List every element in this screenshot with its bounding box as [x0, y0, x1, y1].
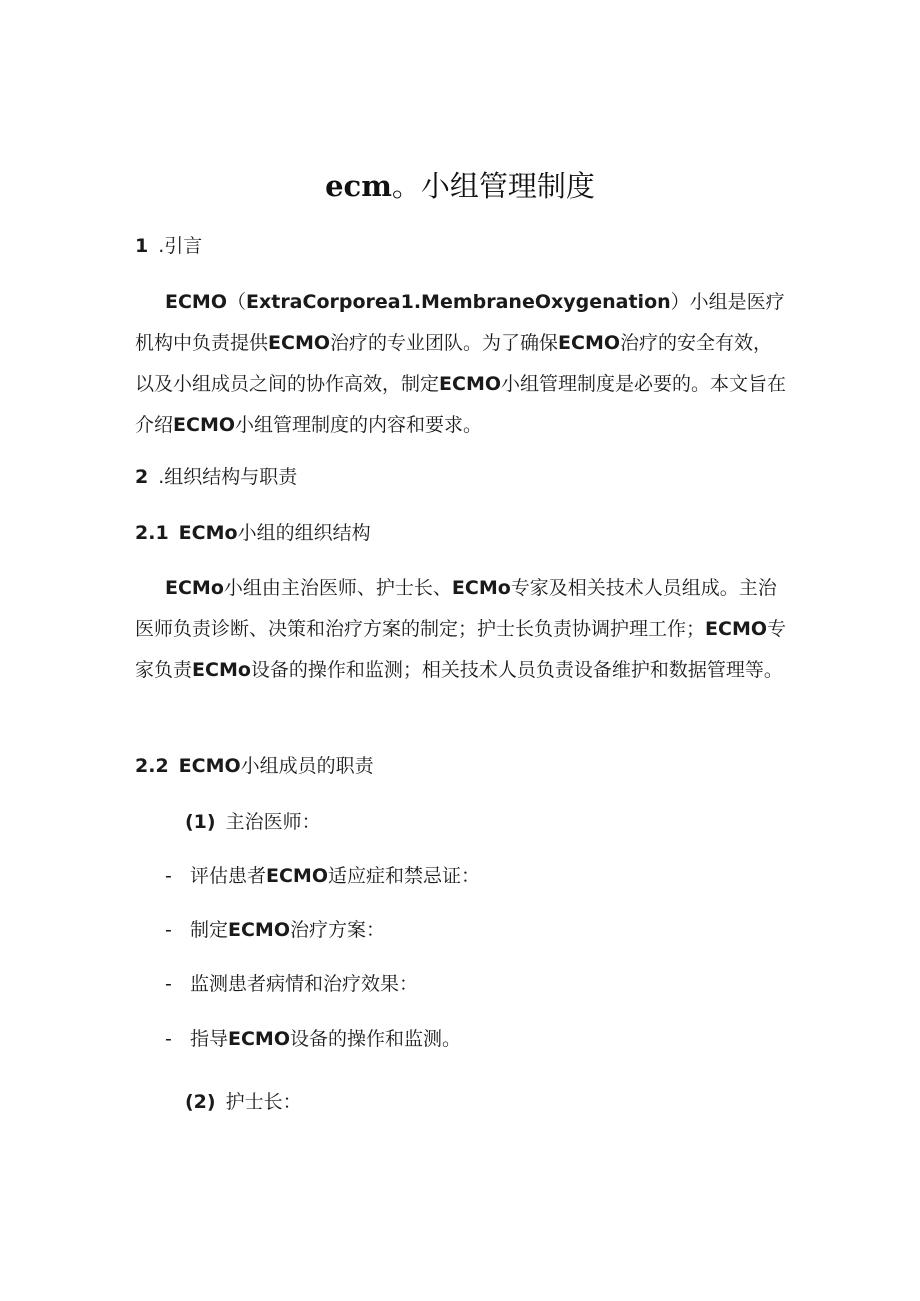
paren-close: ） — [670, 291, 690, 313]
item-text: 设备的操作和监测。 — [289, 1028, 461, 1050]
list-item — [165, 863, 480, 889]
ecmo-term: ECMo — [165, 577, 224, 599]
ecmo-term: ECMo — [451, 577, 511, 599]
ecmo-term: ECMO — [705, 618, 767, 640]
list-item — [165, 971, 418, 997]
org-paragraph — [135, 568, 790, 691]
intro-text: 治疗的专业团队。为了确保 — [330, 332, 559, 354]
document-title — [0, 166, 920, 206]
ecmo-term: ECMO — [165, 291, 227, 313]
ecmo-term: ECMO — [173, 414, 235, 436]
subsection-heading-2-2 — [135, 753, 374, 779]
item-text: 治疗方案： — [289, 919, 385, 941]
dash-bullet: - — [165, 1028, 172, 1050]
section-number: 2 — [135, 466, 149, 488]
subsection-label: 小组成员的职责 — [240, 755, 374, 777]
role-number: (1) — [185, 811, 216, 833]
ecmo-term: ECMO — [228, 919, 290, 941]
intro-text: 小组管理制度的内容和要求。 — [235, 414, 483, 436]
org-text: 专家及相关技术人员组成。主治医师负责诊断、决策和治疗方案的制定；护士长负责协调护理工作； — [135, 577, 777, 640]
item-text: 制定 — [189, 919, 228, 941]
section-heading-2 — [135, 464, 297, 490]
dash-bullet: - — [165, 919, 172, 941]
list-item — [165, 1026, 461, 1052]
subsection-label: 小组的组织结构 — [237, 522, 371, 544]
subsection-number: 2.1 — [135, 522, 169, 544]
section-label: .组织结构与职责 — [158, 466, 298, 488]
ecmo-term: ECMO — [178, 755, 241, 777]
dash-bullet: - — [165, 865, 172, 887]
list-item — [165, 917, 385, 943]
section-number: 1 — [135, 235, 149, 257]
intro-text: 小组管理制度是必要的。本文旨在介绍 — [135, 373, 787, 436]
intro-paragraph — [135, 282, 790, 446]
paren-open: （ — [226, 291, 246, 313]
role-label: 护士长： — [225, 1091, 302, 1113]
intro-text: 治疗的安全有效，以及小组成员之间的协作高效，制定 — [135, 332, 773, 395]
english-term: ExtraCorporea1.MembraneOxygenation — [246, 291, 671, 313]
ecmo-term: ECMO — [266, 865, 328, 887]
ecmo-term: ECMo — [178, 522, 238, 544]
intro-text: 小组是医疗机构中负责提供 — [135, 291, 785, 354]
ecmo-term: ECMO — [268, 332, 330, 354]
dash-bullet: - — [165, 973, 172, 995]
ecmo-term: ECMO — [558, 332, 620, 354]
title-rest: 。小组管理制度 — [391, 169, 595, 203]
ecmo-term: ECMo — [192, 659, 251, 681]
ecmo-term: ECMO — [439, 373, 501, 395]
item-text: 适应症和禁忌证： — [327, 865, 480, 887]
section-heading-1 — [135, 233, 202, 259]
subsection-heading-2-1 — [135, 520, 371, 546]
section-label: .引言 — [158, 235, 203, 257]
org-text: 专家负责 — [135, 618, 787, 681]
ecmo-term: ECMO — [228, 1028, 290, 1050]
subsection-number: 2.2 — [135, 755, 169, 777]
org-text: 设备的操作和监测；相关技术人员负责设备维护和数据管理等。 — [250, 659, 783, 681]
role-heading-head-nurse — [185, 1089, 302, 1115]
org-text: 小组由主治医师、护士长、 — [223, 577, 452, 599]
item-text: 监测患者病情和治疗效果： — [189, 973, 418, 995]
role-number: (2) — [185, 1091, 216, 1113]
item-text: 指导 — [189, 1028, 228, 1050]
title-latin: ecm — [325, 169, 392, 203]
role-label: 主治医师： — [225, 811, 321, 833]
item-text: 评估患者 — [189, 865, 266, 887]
role-heading-attending — [185, 809, 321, 835]
